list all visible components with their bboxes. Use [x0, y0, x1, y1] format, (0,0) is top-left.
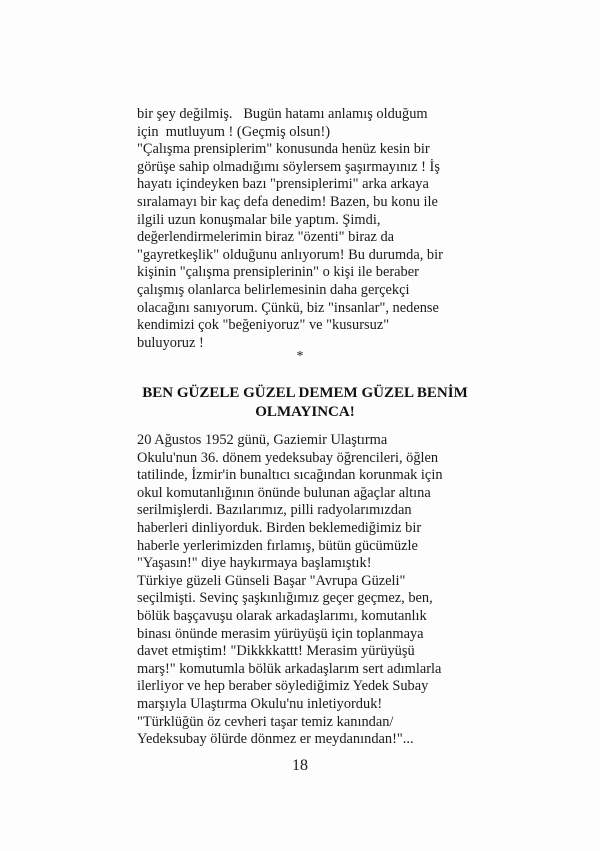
text-line: tatilinde, İzmir'in bunaltıcı sıcağından korunmak için	[137, 467, 443, 484]
text-line: haberleri dinliyorduk. Birden beklemediğimiz bir	[137, 519, 422, 536]
text-line: seçilmişti. Sevinç şaşkınlığımız geçer geçmez, ben,	[137, 590, 433, 607]
text-line: için mutluyum ! (Geçmiş olsun!)	[137, 123, 331, 140]
text-line: 20 Ağustos 1952 günü, Gaziemir Ulaştırma	[137, 432, 388, 448]
page-number: 18	[292, 757, 308, 774]
section-heading	[130, 384, 480, 422]
text-line: "gayretkeşlik" olduğunu anlıyorum! Bu durumda, bir	[137, 246, 443, 263]
text-line: bölük başçavuşu olarak arkadaşlarımı, komutanlık	[137, 607, 427, 624]
text-line: değerlendirmelerimin biraz "özenti" biraz da	[137, 229, 395, 246]
text-line: haberle yerlerimizden fırlamış, bütün gücümüzle	[137, 537, 418, 554]
body-paragraph-1	[137, 106, 477, 352]
text-line: buluyoruz !	[137, 334, 204, 351]
text-line: serilmişlerdi. Bazılarımız, pilli radyolarımızdan	[137, 502, 412, 519]
text-line: olacağını sanıyorum. Çünkü, biz "insanlar", nedense	[137, 299, 439, 316]
text-line: hayatı içindeyken bazı "prensiplerimi" arka arkaya	[137, 176, 429, 193]
text-line: Yedeksubay ölürde dönmez er meydanından!"...	[137, 731, 414, 748]
text-line: Okulu'nun 36. dönem yedeksubay öğrencileri, öğlen	[137, 449, 439, 466]
text-line: kendimizi çok "beğeniyoruz" ve "kusursuz"	[137, 317, 390, 334]
text-line: binası önünde merasim yürüyüşü için toplanmaya	[137, 625, 424, 642]
text-line: marşıyla Ulaştırma Okulu'nu inletiyorduk!	[137, 695, 383, 712]
heading-line: BEN GÜZELE GÜZEL DEMEM GÜZEL BENİM	[142, 385, 468, 401]
heading-line: OLMAYINCA!	[255, 404, 355, 420]
text-line: "Türklüğün öz cevheri taşar temiz kanından/	[137, 713, 394, 730]
text-line: görüşe sahip olmadığımı söylersem şaşırmayınız ! İş	[137, 158, 440, 175]
section-separator: *	[296, 349, 304, 364]
text-line: "Yaşasın!" diye haykırmaya başlamıştık!	[137, 555, 372, 572]
text-line: "Çalışma prensiplerim" konusunda henüz kesin bir	[137, 141, 430, 158]
text-line: bir şey değilmiş. Bugün hatamı anlamış olduğum	[137, 106, 428, 122]
body-paragraph-2	[137, 432, 477, 749]
text-line: marş!" komutumla bölük arkadaşlarım sert adımlarla	[137, 660, 442, 677]
text-line: kişinin "çalışma prensiplerinin" o kişi ile beraber	[137, 264, 419, 281]
text-line: sıralamayı bir kaç defa denedim! Bazen, bu konu ile	[137, 193, 438, 210]
text-line: davet etmiştim! "Dikkkkattt! Merasim yürüyüşü	[137, 643, 415, 660]
text-line: okul komutanlığının önünde bulunan ağaçlar altına	[137, 484, 431, 501]
text-line: çalışmış olanlarca belirlemesinin daha gerçekçi	[137, 281, 410, 298]
text-line: Türkiye güzeli Günseli Başar "Avrupa Güzeli"	[137, 572, 406, 589]
text-line: ilgili uzun konuşmalar bile yaptım. Şimdi,	[137, 211, 381, 228]
text-line: ilerliyor ve hep beraber söylediğimiz Yedek Subay	[137, 678, 429, 695]
